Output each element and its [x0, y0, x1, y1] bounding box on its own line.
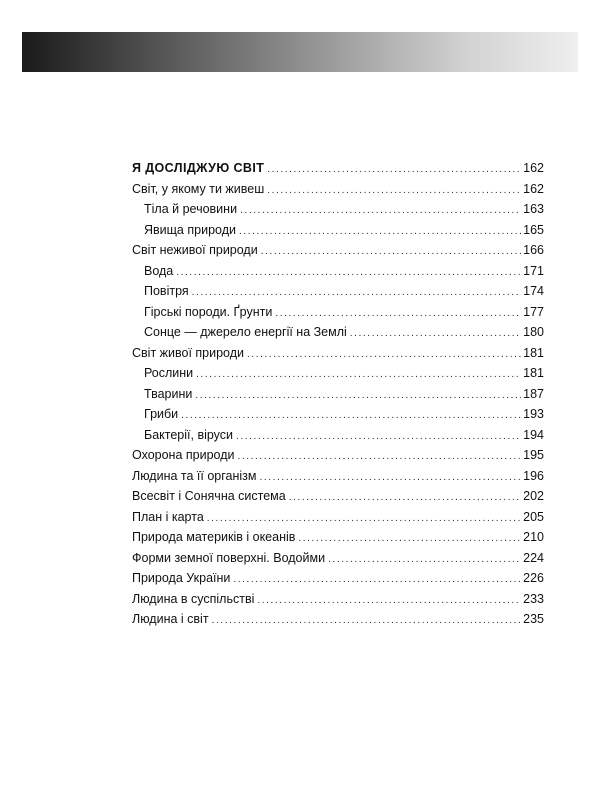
toc-dot-leader — [247, 345, 521, 366]
toc-dot-leader — [212, 611, 522, 632]
toc-dot-leader — [267, 181, 521, 202]
toc-entry-title: Всесвіт і Сонячна система — [132, 489, 286, 503]
toc-entry[interactable] — [132, 363, 544, 384]
toc-entry[interactable] — [132, 589, 544, 610]
toc-entry[interactable] — [132, 179, 544, 200]
toc-entry-title: Повітря — [144, 284, 189, 298]
toc-dot-leader — [267, 160, 521, 181]
toc-entry-title: Тіла й речовини — [144, 202, 238, 216]
toc-entry-page-number: 205 — [523, 509, 544, 524]
toc-dot-leader — [237, 447, 521, 468]
toc-entry[interactable] — [132, 220, 544, 241]
toc-entry[interactable] — [132, 486, 544, 507]
toc-entry-title: Гриби — [144, 407, 179, 421]
toc-entry[interactable] — [132, 261, 544, 282]
toc-dot-leader — [236, 427, 521, 448]
toc-entry-title: Гірські породи. Ґрунти — [144, 304, 273, 319]
toc-entry[interactable] — [132, 425, 544, 446]
toc-entry-page-number: 202 — [523, 489, 544, 503]
toc-entry[interactable] — [132, 548, 544, 569]
toc-entry[interactable] — [132, 404, 544, 425]
toc-dot-leader — [240, 201, 521, 222]
toc-dot-leader — [176, 263, 521, 284]
toc-entry-title: Явища природи — [144, 222, 236, 237]
toc-entry[interactable] — [132, 507, 544, 528]
toc-entry[interactable] — [132, 240, 544, 261]
toc-dot-leader — [192, 283, 521, 304]
toc-dot-leader — [233, 570, 521, 591]
toc-entry[interactable] — [132, 527, 544, 548]
toc-entry[interactable] — [132, 158, 544, 179]
toc-entry[interactable] — [132, 281, 544, 302]
toc-dot-leader — [239, 222, 521, 243]
toc-entry-page-number: 187 — [523, 386, 544, 401]
toc-entry-page-number: 233 — [523, 591, 544, 606]
toc-entry-page-number: 166 — [523, 243, 544, 257]
toc-entry[interactable] — [132, 384, 544, 405]
toc-entry-page-number: 180 — [523, 325, 544, 339]
toc-dot-leader — [207, 509, 521, 530]
toc-entry-page-number: 181 — [523, 366, 544, 380]
toc-entry-page-number: 196 — [523, 468, 544, 483]
toc-entry-title: Світ, у якому ти живеш — [132, 181, 265, 196]
toc-entry-title: Сонце — джерело енергії на Землі — [144, 325, 347, 339]
toc-entry-page-number: 165 — [523, 222, 544, 237]
toc-entry-title: Форми земної поверхні. Водойми — [132, 550, 326, 565]
toc-entry-page-number: 162 — [523, 181, 544, 196]
toc-entry-page-number: 226 — [523, 571, 544, 585]
toc-dot-leader — [328, 550, 521, 571]
toc-entry-page-number: 162 — [523, 161, 544, 175]
toc-entry-page-number: 171 — [523, 263, 544, 278]
header-gradient-bar — [22, 32, 578, 72]
toc-entry[interactable] — [132, 343, 544, 364]
toc-entry-page-number: 194 — [523, 427, 544, 442]
toc-entry[interactable] — [132, 322, 544, 343]
toc-entry-title: Вода — [144, 263, 174, 278]
toc-entry-title: Охорона природи — [132, 448, 235, 462]
toc-entry-title: Людина в суспільстві — [132, 591, 255, 606]
toc-entry[interactable] — [132, 199, 544, 220]
toc-dot-leader — [259, 468, 521, 489]
toc-entry-title: Світ живої природи — [132, 345, 244, 360]
toc-dot-leader — [289, 488, 521, 509]
toc-dot-leader — [350, 324, 521, 345]
toc-entry-title: Природа материків і океанів — [132, 530, 296, 544]
toc-dot-leader — [195, 386, 521, 407]
toc-entry[interactable] — [132, 568, 544, 589]
toc-entry-page-number: 193 — [523, 407, 544, 421]
toc-dot-leader — [181, 406, 521, 427]
toc-entry-title: Світ неживої природи — [132, 243, 258, 257]
toc-entry-page-number: 174 — [523, 284, 544, 298]
toc-entry[interactable] — [132, 609, 544, 630]
toc-entry-page-number: 181 — [523, 345, 544, 360]
toc-entry-title: Бактерії, віруси — [144, 427, 234, 442]
toc-entry-title: Людина та її організм — [132, 468, 257, 483]
toc-entry-title: Рослини — [144, 366, 194, 380]
toc-dot-leader — [298, 529, 521, 550]
toc-entry-title: Людина і світ — [132, 612, 209, 626]
toc-entry[interactable] — [132, 302, 544, 323]
toc-dot-leader — [196, 365, 521, 386]
toc-entry-title: Тварини — [144, 386, 193, 401]
toc-entry-page-number: 163 — [523, 202, 544, 216]
toc-entry-title: Я ДОСЛІДЖУЮ СВІТ — [132, 161, 265, 175]
toc-dot-leader — [261, 242, 521, 263]
toc-entry-title: План і карта — [132, 509, 204, 524]
table-of-contents — [132, 158, 544, 630]
toc-entry-page-number: 210 — [523, 530, 544, 544]
toc-entry-page-number: 177 — [523, 304, 544, 319]
toc-entry-page-number: 235 — [523, 612, 544, 626]
toc-entry[interactable] — [132, 445, 544, 466]
toc-entry[interactable] — [132, 466, 544, 487]
toc-dot-leader — [275, 304, 521, 325]
toc-entry-page-number: 224 — [523, 550, 544, 565]
toc-entry-page-number: 195 — [523, 448, 544, 462]
toc-dot-leader — [257, 591, 521, 612]
toc-entry-title: Природа України — [132, 571, 231, 585]
